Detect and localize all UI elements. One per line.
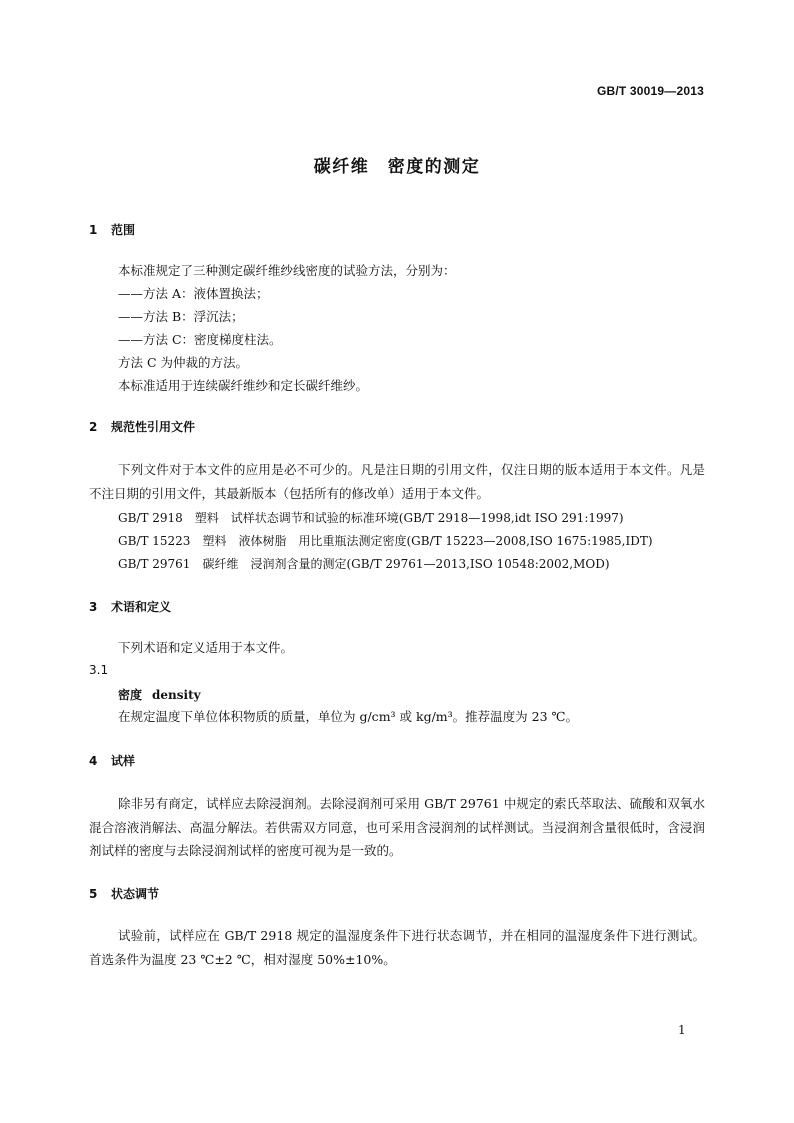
section-4-heading (89, 752, 135, 769)
method-a-line: ——方法 A：液体置换法； (118, 286, 269, 301)
specimen-paragraph: 除非另有商定，试样应去除浸润剂。去除浸润剂可采用 GB/T 29761 中规定的索氏萃取法、硫酸和双氧水混合溶液消解法、高温分解法。若供需双方同意，也可采用含浸润剂的试样测试。当浸润剂含量很低时，含浸润剂试样的密度与去除浸润剂试样的密度可视为是一致的。 (89, 796, 705, 858)
section-title: 状态调节 (111, 887, 160, 901)
references-intro: 下列文件对于本文件的应用是必不可少的。凡是注日期的引用文件，仅注日期的版本适用于本文件。凡是不注日期的引用文件，其最新版本（包括所有的修改单）适用于本文件。 (89, 462, 705, 501)
document-title: 碳纤维 密度的测定 (313, 157, 481, 177)
page-number: 1 (678, 1023, 686, 1037)
reference-item: GB/T 29761 碳纤维 浸润剂含量的测定(GB/T 29761—2013,ISO 10548:2002,MOD) (118, 557, 610, 571)
section-number: 1 (89, 223, 98, 237)
section-title: 范围 (111, 223, 136, 237)
applicability-line: 本标准适用于连续碳纤维纱和定长碳纤维纱。 (118, 378, 369, 393)
reference-item: GB/T 15223 塑料 液体树脂 用比重瓶法测定密度(GB/T 15223—2008,ISO 1675:1985,IDT) (118, 534, 653, 548)
method-b-line: ——方法 B：浮沉法； (118, 309, 244, 324)
term-definition: 在规定温度下单位体积物质的质量，单位为 g/cm³ 或 kg/m³。推荐温度为 23 ℃。 (118, 709, 578, 724)
term-name (118, 686, 201, 703)
arbitration-line: 方法 C 为仲裁的方法。 (118, 355, 249, 370)
section-number: 3 (89, 600, 98, 614)
section-title: 术语和定义 (111, 600, 172, 614)
terms-intro: 下列术语和定义适用于本文件。 (118, 640, 294, 655)
standard-code: GB/T 30019—2013 (596, 84, 704, 98)
term-number: 3.1 (89, 663, 109, 677)
reference-item: GB/T 2918 塑料 试样状态调节和试验的标准环境(GB/T 2918—1998,idt ISO 291:1997) (118, 511, 624, 525)
term-name-en: density (152, 688, 201, 702)
conditioning-paragraph: 试验前，试样应在 GB/T 2918 规定的温湿度条件下进行状态调节，并在相同的温湿度条件下进行测试。首选条件为温度 23 ℃±2 ℃，相对湿度 50%±10%。 (89, 928, 705, 967)
term-name-zh: 密度 (118, 688, 143, 702)
section-number: 5 (89, 887, 98, 901)
section-number: 4 (89, 754, 98, 768)
section-3-heading (89, 598, 171, 615)
section-title: 试样 (111, 754, 136, 768)
section-2-heading (89, 418, 195, 435)
method-c-line: ——方法 C：密度梯度柱法。 (118, 332, 282, 347)
section-5-heading (89, 885, 159, 902)
scope-line: 本标准规定了三种测定碳纤维纱线密度的试验方法，分别为： (118, 263, 456, 278)
section-number: 2 (89, 420, 98, 434)
section-title: 规范性引用文件 (111, 420, 196, 434)
section-1-heading (89, 221, 135, 238)
